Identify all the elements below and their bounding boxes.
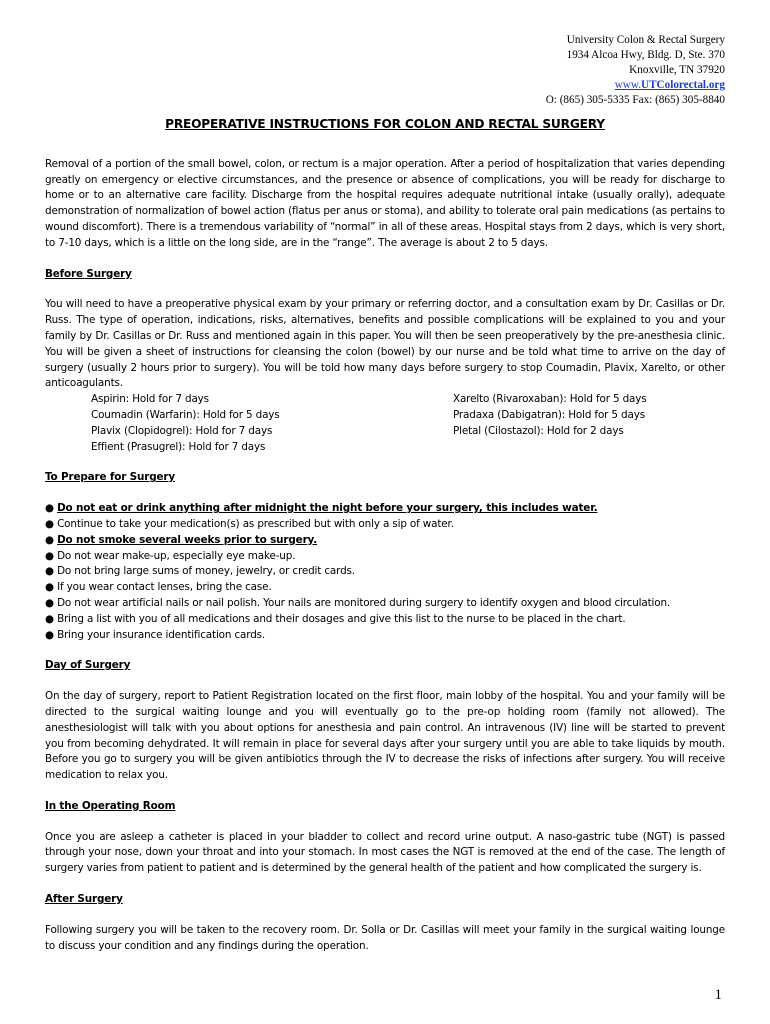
org-name: University Colon & Rectal Surgery: [566, 34, 725, 46]
bullet-item: [45, 580, 725, 596]
website-domain: UTColorectal.org: [641, 79, 725, 91]
bullet-item: [45, 517, 725, 533]
bullet-icon: ●: [45, 628, 54, 641]
bullet-text: Do not bring large sums of money, jewelry, or credit cards.: [57, 565, 355, 578]
bullet-text: Do not wear make-up, especially eye make-up.: [57, 549, 296, 562]
medication-item: Pradaxa (Dabigatran): Hold for 5 days: [453, 408, 645, 421]
bullet-item: [45, 596, 725, 612]
medication-item: Aspirin: Hold for 7 days: [91, 393, 209, 406]
page-number: 1: [714, 987, 722, 1003]
medication-item: Pletal (Cilostazol): Hold for 2 days: [453, 424, 624, 437]
bullet-text: If you wear contact lenses, bring the case.: [57, 581, 272, 594]
bullet-text: Bring a list with you of all medications and their dosages and give this list to the nurse to be placed in the chart.: [57, 612, 626, 625]
medication-column-right: [453, 392, 725, 455]
after-surgery-paragraph: Following surgery you will be taken to the recovery room. Dr. Solla or Dr. Casillas will meet your family in the surgical waiting lounge to discuss your condition and any findings during the operation.: [45, 923, 725, 952]
medication-hold-list: [45, 392, 725, 455]
address-line-2: Knoxville, TN 37920: [629, 64, 725, 76]
medication-item: Xarelto (Rivaroxaban): Hold for 5 days: [453, 393, 647, 406]
bullet-icon: ●: [45, 612, 54, 625]
bullet-item: [45, 533, 725, 549]
bullet-icon: ●: [45, 596, 54, 609]
bullet-icon: ●: [45, 533, 54, 546]
medication-item: Effient (Prasugrel): Hold for 7 days: [91, 440, 266, 453]
medication-item: Plavix (Clopidogrel): Hold for 7 days: [91, 424, 273, 437]
bullet-text: Do not eat or drink anything after midnight the night before your surgery, this includes water.: [57, 502, 598, 515]
bullet-text: Bring your insurance identification cards.: [57, 628, 266, 641]
section-heading-operating-room: In the Operating Room: [45, 799, 176, 812]
website-link-row: [546, 78, 725, 93]
medication-item: Coumadin (Warfarin): Hold for 5 days: [91, 408, 280, 421]
bullet-icon: ●: [45, 517, 54, 530]
bullet-text: Continue to take your medication(s) as prescribed but with only a sip of water.: [57, 517, 454, 530]
bullet-icon: ●: [45, 581, 54, 594]
document-body: [45, 117, 725, 954]
section-heading-before-surgery: Before Surgery: [45, 267, 132, 280]
page-title: PREOPERATIVE INSTRUCTIONS FOR COLON AND RECTAL SURGERY: [165, 117, 605, 131]
medication-column-left: [91, 392, 453, 455]
operating-room-paragraph: Once you are asleep a catheter is placed in your bladder to collect and record urine output. A naso-gastric tube (NGT) is passed through your nose, down your throat and into your stomach. In most cases the NGT is removed at the end of the case. The length of surgery varies from patient to patient and is determined by the general health of the patient and how complicated the surgery is.: [45, 830, 725, 875]
bullet-item: [45, 564, 725, 580]
intro-paragraph: Removal of a portion of the small bowel, colon, or rectum is a major operation. After a period of hospitalization that varies depending greatly on emergency or elective circumstances, and the presence or absence of complications, you will be ready for discharge to home or to an alternative care facility. Discharge from the hospital requires adequate nutritional intake (usually orally), adequate demonstration of normalization of bowel action (flatus per anus or stoma), and ability to tolerate oral pain medications (as pertains to wound discomfort). There is a tremendous variability of “normal” in all of these areas. Hospital stays from 2 days, which is very short, to 7-10 days, which is a little on the long side, are in the “range”. The average is about 2 to 5 days.: [45, 157, 725, 249]
day-of-surgery-paragraph: On the day of surgery, report to Patient Registration located on the first floor, main lobby of the hospital. You and your family will be directed to the surgical waiting lounge and you will eventually go to the pre-op holding room (family not allowed). The anesthesiologist will talk with you about options for anesthesia and pain control. An intravenous (IV) line will be started to prevent you from becoming dehydrated. It will remain in place for several days after your surgery until you are able to take liquids by mouth. Before you go to surgery you will be given antibiotics through the IV to decrease the risks of infections after surgery. You will receive medication to relax you.: [45, 690, 725, 782]
bullet-item: [45, 501, 725, 517]
bullet-item: [45, 612, 725, 628]
address-line-1: 1934 Alcoa Hwy, Bldg. D, Ste. 370: [566, 49, 725, 61]
bullet-icon: ●: [45, 565, 54, 578]
section-heading-day-of-surgery: Day of Surgery: [45, 659, 131, 672]
prepare-bullet-list: [45, 501, 725, 643]
bullet-text: Do not wear artificial nails or nail polish. Your nails are monitored during surgery to identify oxygen and blood circulation.: [57, 596, 671, 609]
section-heading-after-surgery: After Surgery: [45, 893, 123, 906]
website-prefix: www.: [614, 79, 641, 91]
bullet-icon: ●: [45, 549, 54, 562]
bullet-item: [45, 628, 725, 644]
bullet-text: Do not smoke several weeks prior to surgery.: [57, 533, 318, 546]
website-link[interactable]: [615, 79, 725, 91]
phone-fax: O: (865) 305-5335 Fax: (865) 305-8840: [545, 94, 725, 106]
section-heading-prepare: To Prepare for Surgery: [45, 471, 175, 484]
letterhead: [546, 33, 725, 108]
bullet-item: [45, 549, 725, 565]
bullet-icon: ●: [45, 502, 54, 515]
before-surgery-paragraph: You will need to have a preoperative physical exam by your primary or referring doctor, and a consultation exam by Dr. Casillas or Dr. Russ. The type of operation, indications, risks, alternatives, benefits and possible complications will be explained to you and your family by Dr. Casillas or Dr. Russ and mentioned again in this paper. You will then be seen preoperatively by the pre-anesthesia clinic. You will be given a sheet of instructions for cleansing the colon (bowel) by our nurse and be told what time to arrive on the day of surgery (usually 2 hours prior to surgery). You will be told how many days before surgery to stop Coumadin, Plavix, Xarelto, or other anticoagulants.: [45, 298, 725, 390]
